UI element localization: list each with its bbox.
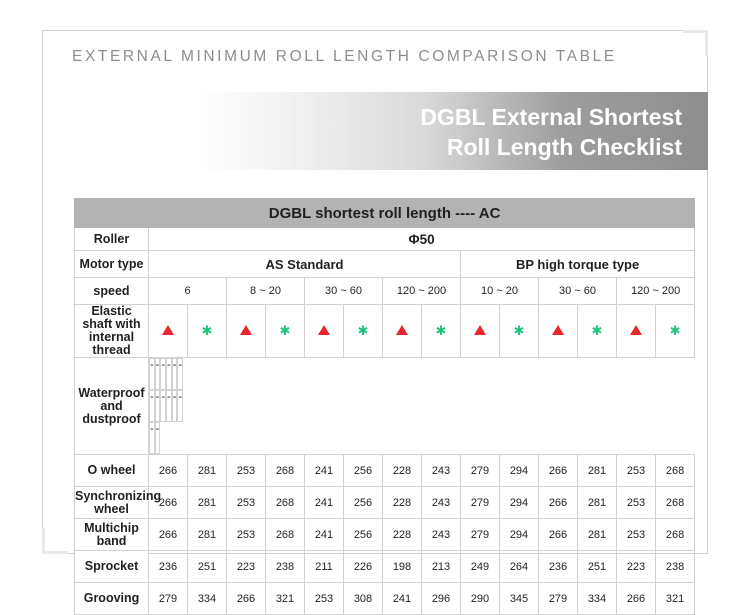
waterproof-mark-8: -: [155, 390, 161, 422]
speed-cell-5: 10 ~ 20: [461, 278, 539, 305]
cell: 264: [500, 551, 539, 583]
waterproof-mark-1: -: [149, 358, 155, 390]
cell: 238: [266, 551, 305, 583]
speed-cell-1: 6: [149, 278, 227, 305]
speed-cell-7: 120 ~ 200: [617, 278, 695, 305]
waterproof-mark-10: -: [166, 390, 172, 422]
cell: 266: [149, 519, 188, 551]
cell: 334: [188, 583, 227, 615]
cell: 334: [578, 583, 617, 615]
cell: 266: [539, 455, 578, 487]
cell: 266: [149, 487, 188, 519]
cell: 268: [656, 487, 695, 519]
cell: 268: [656, 455, 695, 487]
triangle-icon: [552, 325, 564, 335]
page-title-line2: Roll Length Checklist: [446, 134, 682, 160]
motor-group-as-standard: AS Standard: [149, 251, 461, 278]
cell: 243: [422, 455, 461, 487]
table-row: [75, 583, 695, 615]
cell: 243: [422, 487, 461, 519]
star-icon: ✱: [669, 323, 681, 338]
table-row-motor-type: [75, 251, 695, 278]
cell: 281: [578, 487, 617, 519]
star-icon: ✱: [513, 323, 525, 338]
cell: 268: [266, 487, 305, 519]
title-banner: [195, 92, 708, 170]
cell: 253: [617, 455, 656, 487]
row-label-o-wheel: O wheel: [75, 455, 149, 487]
waterproof-mark-6: -: [177, 358, 183, 390]
cell: 253: [227, 487, 266, 519]
elastic-mark-11: [539, 305, 578, 358]
cell: 266: [617, 583, 656, 615]
waterproof-mark-9: -: [160, 390, 166, 422]
row-label-sync-wheel: Synchronizing wheel: [75, 487, 149, 519]
waterproof-mark-14: -: [155, 422, 161, 454]
row-label-grooving: Grooving: [75, 583, 149, 615]
cell: 294: [500, 519, 539, 551]
triangle-icon: [240, 325, 252, 335]
cell: 223: [227, 551, 266, 583]
speed-cell-6: 30 ~ 60: [539, 278, 617, 305]
speed-cell-3: 30 ~ 60: [305, 278, 383, 305]
table-row: [75, 487, 695, 519]
cell: 198: [383, 551, 422, 583]
waterproof-mark-2: -: [155, 358, 161, 390]
cell: 243: [422, 519, 461, 551]
triangle-icon: [396, 325, 408, 335]
row-label-roller: Roller: [75, 228, 149, 251]
table-row-speed: [75, 278, 695, 305]
cell: 281: [578, 519, 617, 551]
cell: 281: [188, 519, 227, 551]
waterproof-mark-3: -: [160, 358, 166, 390]
elastic-mark-4: [266, 305, 305, 358]
cell: 249: [461, 551, 500, 583]
elastic-mark-13: [617, 305, 656, 358]
table-row: [75, 551, 695, 583]
cell: 236: [149, 551, 188, 583]
elastic-mark-14: [656, 305, 695, 358]
cell: 296: [422, 583, 461, 615]
cell: 226: [344, 551, 383, 583]
cell: 211: [305, 551, 344, 583]
roller-spec-value: Φ50: [149, 228, 695, 251]
star-icon: ✱: [279, 323, 291, 338]
cell: 241: [305, 455, 344, 487]
elastic-mark-3: [227, 305, 266, 358]
row-label-multichip-band: Multichip band: [75, 519, 149, 551]
cell: 279: [461, 519, 500, 551]
row-label-waterproof: Waterproof and dustproof: [75, 358, 149, 455]
cell: 281: [188, 455, 227, 487]
frame-corner-bottom-left: [42, 528, 68, 554]
row-label-sprocket: Sprocket: [75, 551, 149, 583]
cell: 256: [344, 487, 383, 519]
elastic-mark-8: [422, 305, 461, 358]
cell: 268: [656, 519, 695, 551]
cell: 345: [500, 583, 539, 615]
row-label-speed: speed: [75, 278, 149, 305]
cell: 279: [461, 455, 500, 487]
cell: 253: [227, 519, 266, 551]
cell: 241: [305, 519, 344, 551]
cell: 279: [149, 583, 188, 615]
cell: 238: [656, 551, 695, 583]
page-title: [262, 102, 682, 162]
row-label-elastic-shaft: Elastic shaft with internal thread: [75, 305, 149, 358]
cell: 266: [149, 455, 188, 487]
elastic-mark-6: [344, 305, 383, 358]
table-row: [75, 519, 695, 551]
eyebrow-heading: EXTERNAL MINIMUM ROLL LENGTH COMPARISON TABLE: [72, 48, 617, 65]
cell: 294: [500, 455, 539, 487]
row-label-motor-type: Motor type: [75, 251, 149, 278]
table-row-roller: [75, 228, 695, 251]
triangle-icon: [162, 325, 174, 335]
comparison-table: [74, 198, 695, 615]
elastic-mark-1: [149, 305, 188, 358]
comparison-table-wrapper: [74, 198, 694, 615]
cell: 253: [617, 487, 656, 519]
cell: 321: [266, 583, 305, 615]
page-title-line1: DGBL External Shortest: [420, 104, 682, 130]
cell: 213: [422, 551, 461, 583]
cell: 241: [383, 583, 422, 615]
cell: 279: [539, 583, 578, 615]
cell: 281: [188, 487, 227, 519]
cell: 256: [344, 519, 383, 551]
cell: 266: [539, 487, 578, 519]
triangle-icon: [318, 325, 330, 335]
cell: 251: [188, 551, 227, 583]
elastic-mark-5: [305, 305, 344, 358]
waterproof-mark-12: -: [177, 390, 183, 422]
elastic-mark-2: [188, 305, 227, 358]
motor-group-bp-high-torque: BP high torque type: [461, 251, 695, 278]
cell: 228: [383, 487, 422, 519]
star-icon: ✱: [201, 323, 213, 338]
triangle-icon: [630, 325, 642, 335]
cell: 279: [461, 487, 500, 519]
cell: 228: [383, 455, 422, 487]
cell: 251: [578, 551, 617, 583]
table-row: [75, 455, 695, 487]
waterproof-mark-5: -: [172, 358, 178, 390]
cell: 308: [344, 583, 383, 615]
table-band-title: DGBL shortest roll length ---- AC: [75, 199, 695, 228]
speed-cell-4: 120 ~ 200: [383, 278, 461, 305]
waterproof-mark-7: -: [149, 390, 155, 422]
cell: 266: [227, 583, 266, 615]
table-band-row: [75, 199, 695, 228]
table-row-elastic-shaft: [75, 305, 695, 358]
cell: 294: [500, 487, 539, 519]
star-icon: ✱: [591, 323, 603, 338]
cell: 228: [383, 519, 422, 551]
cell: 268: [266, 455, 305, 487]
elastic-mark-7: [383, 305, 422, 358]
cell: 256: [344, 455, 383, 487]
elastic-mark-12: [578, 305, 617, 358]
waterproof-mark-4: -: [166, 358, 172, 390]
cell: 266: [539, 519, 578, 551]
star-icon: ✱: [357, 323, 369, 338]
cell: 281: [578, 455, 617, 487]
cell: 241: [305, 487, 344, 519]
elastic-mark-10: [500, 305, 539, 358]
speed-cell-2: 8 ~ 20: [227, 278, 305, 305]
cell: 290: [461, 583, 500, 615]
cell: 268: [266, 519, 305, 551]
cell: 236: [539, 551, 578, 583]
triangle-icon: [474, 325, 486, 335]
waterproof-mark-13: -: [149, 422, 155, 454]
cell: 253: [617, 519, 656, 551]
star-icon: ✱: [435, 323, 447, 338]
waterproof-mark-11: -: [172, 390, 178, 422]
cell: 223: [617, 551, 656, 583]
elastic-mark-9: [461, 305, 500, 358]
table-row-waterproof: [75, 358, 695, 455]
cell: 321: [656, 583, 695, 615]
cell: 253: [227, 455, 266, 487]
cell: 253: [305, 583, 344, 615]
